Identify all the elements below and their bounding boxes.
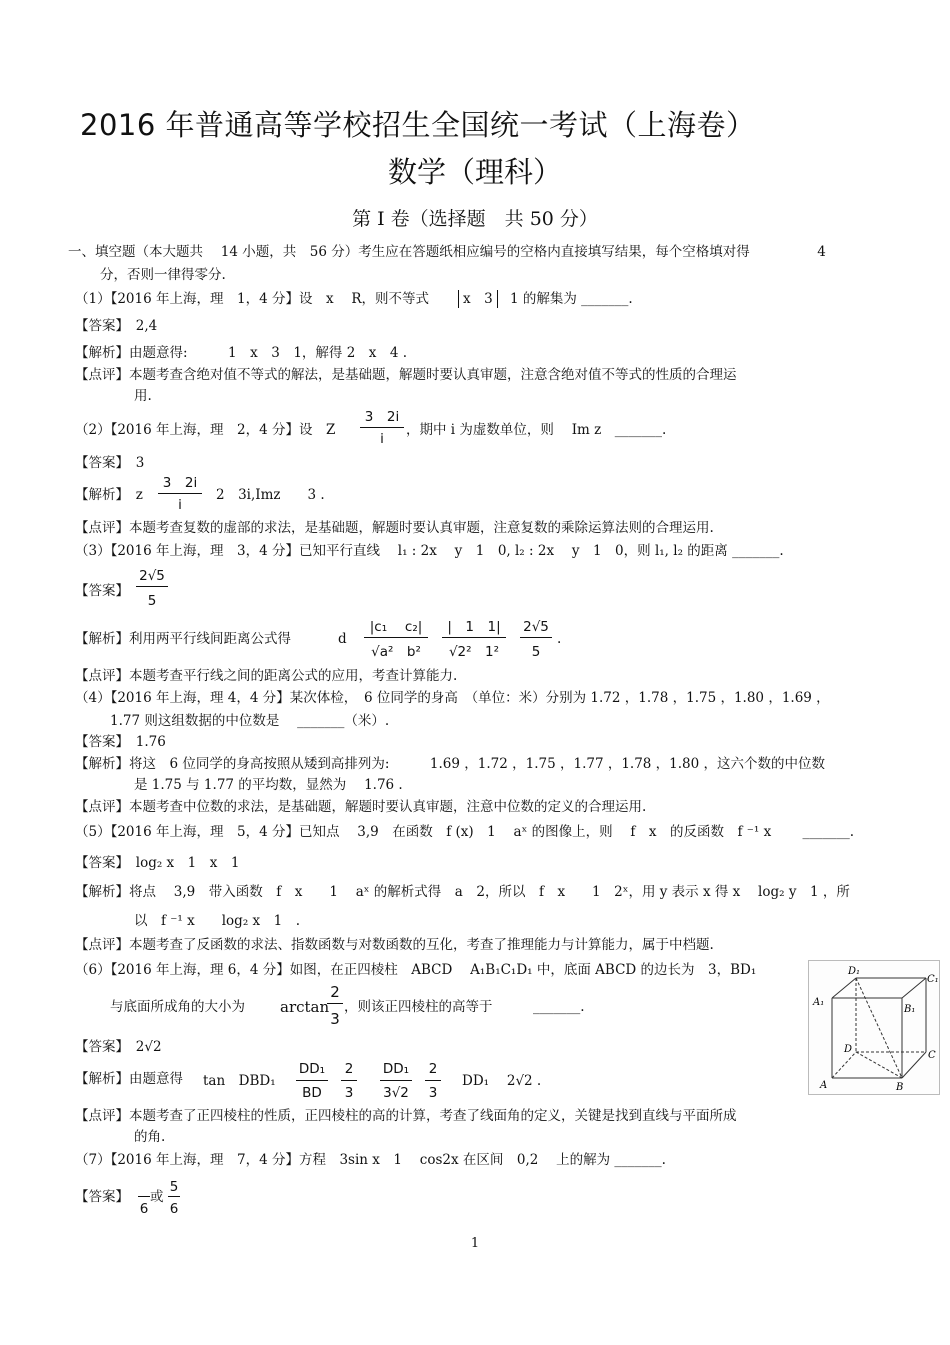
q3-result-denominator: 5 [531,644,541,660]
exam-subtitle: 数学（理科） [387,155,562,189]
q6-analysis-tail: DD₁ 2√2 . [462,1073,542,1089]
label-a1: A₁ [813,997,825,1008]
label-c: C [928,1050,936,1061]
q4-question-line-1: （4）【2016 年上海，理 4，4 分】某次体检， 6 位同学的身高 （单位：米）分别为 1.72 ，1.78 ，1.75 ，1.80 ，1.69 ， [75,690,830,706]
q2-question-tail: ，期中 i 为虚数单位，则 Im z _______. [406,422,667,438]
q6-arctan-denominator: 3 [330,1010,340,1028]
q6-question-tail: ，则该正四棱柱的高等于 _______. [344,999,585,1015]
q3-result-numerator: 2√5 [523,619,549,635]
q6-f2-numerator: 2 [344,1061,354,1077]
q2-comment: 【点评】本题考查复数的虚部的求法，是基础题，解题时要认真审题，注意复数的乘除运算法则的合理运用. [75,520,714,536]
q7-answer-b-denominator: 6 [169,1201,179,1217]
intro-line-1: 一、填空题（本大题共 14 小题，共 56 分）考生应在答题纸相应编号的空格内直接填写结果，每个空格填对得 4 [68,244,826,260]
q3-comment: 【点评】本题考查平行线之间的距离公式的应用，考查计算能力. [75,668,458,684]
q6-f4-numerator: 2 [428,1061,438,1077]
page-number: 1 [470,1236,480,1251]
q4-analysis-line-2: 是 1.75 与 1.77 的平均数，显然为 1.76 . [134,777,403,793]
q2-fraction-denominator: i [380,431,384,447]
q5-question: （5）【2016 年上海，理 5，4 分】已知点 3,9 在函数 f (x) 1 aˣ 的图像上，则 f x 的反函数 f ⁻¹ x _______. [75,824,855,840]
exam-title: 2016 年普通高等学校招生全国统一考试（上海卷） [80,108,756,142]
q6-f3-denominator: 3√2 [383,1085,409,1101]
q5-comment: 【点评】本题考查了反函数的求法、指数函数与对数函数的互化，考查了推理能力与计算能力，属于中档题. [75,937,714,953]
q6-f2-bar [341,1080,357,1081]
q4-question-line-2: 1.77 则这组数据的中位数是 _______（米）. [110,713,390,729]
prism-figure [808,960,940,1095]
section-title: 第 I 卷（选择题 共 50 分） [352,208,598,230]
q5-analysis-line-1: 【解析】将点 3,9 带入函数 f x 1 aˣ 的解析式得 a 2，所以 f x 1 2ˣ，用 y 表示 x 得 x log₂ y 1 ，所 [75,884,850,900]
q6-f1-denominator: BD [302,1085,322,1101]
q1-analysis: 【解析】由题意得: 1 x 3 1，解得 2 x 4 . [75,345,408,361]
q1-question-tail: 1 的解集为 _______. [510,291,633,307]
q5-analysis-line-2: 以 f ⁻¹ x log₂ x 1 . [134,913,301,929]
q4-analysis-line-1: 【解析】将这 6 位同学的身高按照从矮到高排列为: 1.69 ，1.72 ，1.75 ，1.77 ，1.78 ，1.80 ，这六个数的中位数 [75,756,826,772]
q3-substitution-bar [442,637,506,638]
q3-substitution-denominator: √2² 1² [448,644,500,660]
q6-comment-line-2: 的角. [134,1129,166,1145]
q2-analysis-label: 【解析】 z [75,487,143,503]
q6-question-line-2: 与底面所成角的大小为 [110,999,245,1015]
q7-answer-label: 【答案】 [75,1189,129,1205]
q2-fraction-bar [360,427,404,428]
q6-f4-bar [425,1080,441,1081]
q1-comment-line-2: 用. [134,388,152,404]
q3-question: （3）【2016 年上海，理 3，4 分】已知平行直线 l₁ : 2x y 1 0, l₂ : 2x y 1 0，则 l₁, l₂ 的距离 _______. [75,543,784,559]
q5-answer: 【答案】 log₂ x 1 x 1 [75,855,240,871]
label-b: B [896,1082,904,1093]
q3-answer-numerator: 2√5 [139,568,165,584]
q6-question-line-1: （6）【2016 年上海，理 6，4 分】如图，在正四棱柱 ABCD A₁B₁C₁D₁ 中，底面 ABCD 的边长为 3，BD₁ [75,962,757,978]
q3-answer-bar [136,586,168,587]
q6-arctan: arctan [280,998,330,1016]
q7-question: （7）【2016 年上海，理 7，4 分】方程 3sin x 1 cos2x 在区间 0,2 上的解为 _______. [75,1152,666,1168]
q4-answer: 【答案】 1.76 [75,734,166,750]
q6-analysis-label: 【解析】由题意得 [75,1071,183,1087]
q2-analysis-tail: 2 3i,Imz 3 . [216,487,325,503]
q7-answer-b-bar [168,1196,180,1197]
q1-question: （1）【2016 年上海，理 1，4 分】设 x R，则不等式 [75,291,430,307]
q3-answer-label: 【答案】 [75,583,129,599]
q2-fraction-numerator: 3 2i [364,409,400,425]
q3-analysis-d: d [338,631,347,647]
q2-analysis-bar [158,493,202,494]
label-d: D [844,1044,853,1055]
q3-formula-bar [364,637,428,638]
label-a: A [820,1080,828,1091]
q3-analysis-label: 【解析】利用两平行线间距离公式得 [75,631,291,647]
label-d1: D₁ [848,966,861,977]
q6-comment-line-1: 【点评】本题考查了正四棱柱的性质，正四棱柱的高的计算，考查了线面角的定义，关键是找到直线与平面所成 [75,1108,737,1124]
q2-analysis-denominator: i [178,497,182,513]
q6-arctan-numerator: 2 [330,983,340,1001]
q4-comment: 【点评】本题考查中位数的求法，是基础题，解题时要认真审题，注意中位数的定义的合理运用. [75,799,647,815]
q3-answer-denominator: 5 [147,593,157,609]
label-b1: B₁ [904,1004,916,1015]
q1-abs-expression: x 3 [458,290,498,308]
q3-substitution-numerator: | 1 1| [447,619,501,635]
q3-result-bar [520,637,552,638]
q3-formula-numerator: |c₁ c₂| [369,619,423,635]
q7-answer-a-denominator: 6 [139,1201,149,1217]
q6-f1-bar [296,1080,328,1081]
q3-analysis-end: . [557,631,562,647]
q7-answer-a-bar [138,1196,150,1197]
q2-analysis-numerator: 3 2i [162,475,198,491]
q6-f4-denominator: 3 [428,1085,438,1101]
q6-analysis-tan: tan DBD₁ [203,1073,276,1089]
q6-f3-bar [380,1080,412,1081]
q7-answer-or: 或 [150,1189,164,1205]
q2-question: （2）【2016 年上海，理 2，4 分】设 Z [75,422,336,438]
q1-answer: 【答案】 2,4 [75,318,158,334]
q6-f3-numerator: DD₁ [382,1061,410,1077]
intro-line-2: 分，否则一律得零分. [100,267,226,283]
label-c1: C₁ [927,974,939,985]
q3-formula-denominator: √a² b² [371,644,421,660]
q6-f2-denominator: 3 [344,1085,354,1101]
q7-answer-b-numerator: 5 [169,1179,179,1195]
q6-f1-numerator: DD₁ [298,1061,326,1077]
q6-arctan-bar [327,1003,343,1004]
q1-comment-line-1: 【点评】本题考查含绝对值不等式的解法，是基础题，解题时要认真审题，注意含绝对值不等式的性质的合理运 [75,367,737,383]
q6-answer: 【答案】 2√2 [75,1039,162,1055]
q2-answer: 【答案】 3 [75,455,145,471]
